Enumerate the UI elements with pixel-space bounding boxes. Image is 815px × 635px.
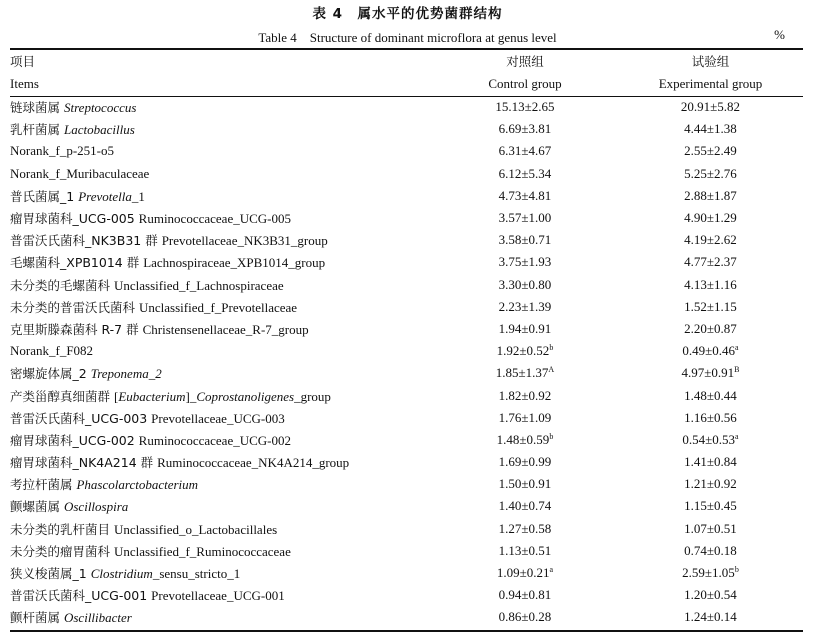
genus-name-cell bbox=[10, 118, 428, 140]
genus-name-cell bbox=[10, 96, 428, 118]
table-row bbox=[10, 340, 803, 362]
genus-name-cn: 瘤胃球菌科_UCG-005 bbox=[10, 211, 139, 227]
table-row bbox=[10, 163, 803, 185]
table-row bbox=[10, 274, 803, 296]
experimental-value-cell bbox=[618, 540, 803, 562]
table-row bbox=[10, 207, 803, 229]
value-text: 0.74±0.18 bbox=[684, 542, 737, 558]
value-text: 3.57±1.00 bbox=[498, 210, 552, 226]
genus-name-cell bbox=[10, 495, 428, 517]
genus-name-cell bbox=[10, 229, 428, 251]
experimental-value-cell bbox=[618, 495, 803, 517]
genus-name-cn: 考拉杆菌属 bbox=[10, 477, 77, 493]
value-text: 1.85±1.37 bbox=[495, 365, 549, 381]
genus-name-latin: Prevotellaceae_UCG-003 bbox=[151, 410, 285, 426]
genus-name-cn: 乳杆菌属 bbox=[10, 122, 64, 138]
value-text: 1.20±0.54 bbox=[684, 587, 737, 603]
control-value-cell bbox=[428, 274, 618, 296]
value-text: 2.59±1.05 bbox=[682, 565, 735, 581]
experimental-value-cell bbox=[618, 362, 803, 384]
control-value-cell bbox=[428, 540, 618, 562]
genus-name-latin: ]_ bbox=[185, 388, 197, 404]
value-text: 3.30±0.80 bbox=[498, 276, 552, 292]
value-text: 2.55±2.49 bbox=[684, 143, 737, 159]
table-row bbox=[10, 384, 803, 406]
genus-name-cell bbox=[10, 562, 428, 584]
experimental-value-cell bbox=[618, 340, 803, 362]
genus-name-cell bbox=[10, 540, 428, 562]
genus-name-cell bbox=[10, 606, 428, 628]
value-text: 6.69±3.81 bbox=[498, 121, 552, 137]
control-value-cell bbox=[428, 296, 618, 318]
value-text: 4.13±1.16 bbox=[684, 276, 737, 292]
genus-name-cell bbox=[10, 296, 428, 318]
control-value-cell bbox=[428, 562, 618, 584]
experimental-value-cell bbox=[618, 163, 803, 185]
table-row bbox=[10, 451, 803, 473]
experimental-value-cell bbox=[618, 118, 803, 140]
control-value-cell bbox=[428, 407, 618, 429]
header-row-en bbox=[10, 73, 803, 97]
value-text: 1.94±0.91 bbox=[498, 320, 552, 336]
value-text: 1.13±0.51 bbox=[498, 542, 552, 558]
genus-name-cn: 普雷沃氏菌科_NK3B31 群 bbox=[10, 233, 162, 249]
genus-name-italic: Streptococcus bbox=[63, 100, 137, 116]
value-text: 4.44±1.38 bbox=[684, 121, 737, 137]
genus-name-latin: Norank_f_Muribaculaceae bbox=[10, 165, 150, 181]
table-row bbox=[10, 518, 803, 540]
value-text: 0.94±0.81 bbox=[498, 587, 552, 603]
table-row bbox=[10, 407, 803, 429]
experimental-value-cell bbox=[618, 518, 803, 540]
genus-name-suffix: _1 bbox=[131, 188, 145, 204]
genus-name-latin: Unclassified_o_Lactobacillales bbox=[113, 521, 278, 537]
genus-name-cell bbox=[10, 163, 428, 185]
value-text: 1.09±0.21 bbox=[496, 565, 550, 581]
value-text: 1.92±0.52 bbox=[496, 343, 550, 359]
genus-name-cell bbox=[10, 584, 428, 606]
genus-name-cell bbox=[10, 384, 428, 406]
significance-superscript: A bbox=[548, 365, 555, 375]
header-experimental-en: Experimental group bbox=[658, 76, 763, 92]
genus-name-latin: [ bbox=[113, 388, 119, 404]
control-value-cell bbox=[428, 185, 618, 207]
genus-name-cell bbox=[10, 407, 428, 429]
experimental-value-cell bbox=[618, 606, 803, 628]
header-items-en: Items bbox=[10, 76, 39, 92]
genus-name-cn: 克里斯滕森菌科 R-7 群 bbox=[10, 321, 143, 337]
experimental-value-cell bbox=[618, 207, 803, 229]
genus-name-italic: Treponema_2 bbox=[90, 366, 162, 382]
genus-name-cell bbox=[10, 518, 428, 540]
significance-superscript: b bbox=[549, 343, 554, 353]
control-value-cell bbox=[428, 473, 618, 495]
value-text: 15.13±2.65 bbox=[495, 99, 555, 115]
experimental-value-cell bbox=[618, 407, 803, 429]
significance-superscript: b bbox=[734, 565, 739, 575]
control-value-cell bbox=[428, 229, 618, 251]
control-value-cell bbox=[428, 163, 618, 185]
header-items-cn: 项目 bbox=[10, 53, 36, 69]
header-experimental-cn: 试验组 bbox=[691, 53, 730, 69]
significance-superscript: a bbox=[735, 431, 739, 441]
genus-name-latin: Norank_f_p-251-o5 bbox=[10, 143, 114, 159]
genus-name-latin: Unclassified_f_Lachnospiraceae bbox=[113, 277, 284, 293]
value-text: 1.48±0.44 bbox=[684, 387, 737, 403]
genus-name-cell bbox=[10, 429, 428, 451]
value-text: 1.27±0.58 bbox=[498, 520, 552, 536]
genus-name-latin: Christensenellaceae_R-7_group bbox=[142, 321, 309, 337]
control-value-cell bbox=[428, 429, 618, 451]
header-control-en: Control group bbox=[488, 76, 562, 92]
table-body bbox=[10, 96, 803, 629]
genus-name-latin: Unclassified_f_Ruminococcaceae bbox=[113, 543, 291, 559]
genus-name-cell bbox=[10, 451, 428, 473]
header-row-cn bbox=[10, 49, 803, 73]
genus-name-cell bbox=[10, 473, 428, 495]
table-row bbox=[10, 118, 803, 140]
value-text: 3.75±1.93 bbox=[498, 254, 552, 270]
value-text: 2.23±1.39 bbox=[498, 298, 552, 314]
genus-name-cn: 瘤胃球菌科_NK4A214 群 bbox=[10, 455, 158, 471]
experimental-value-cell bbox=[618, 274, 803, 296]
experimental-value-cell bbox=[618, 473, 803, 495]
genus-name-cn: 未分类的毛螺菌科 bbox=[10, 277, 114, 293]
table-row bbox=[10, 229, 803, 251]
genus-name-cn: 颤杆菌属 bbox=[10, 610, 64, 626]
genus-name-cn: 瘤胃球菌科_UCG-002 bbox=[10, 432, 139, 448]
value-text: 1.24±0.14 bbox=[684, 609, 737, 625]
value-text: 1.82±0.92 bbox=[498, 387, 552, 403]
genus-structure-table bbox=[10, 49, 803, 629]
genus-name-suffix: _group bbox=[294, 388, 331, 404]
genus-name-latin: Unclassified_f_Prevotellaceae bbox=[138, 299, 298, 315]
table-header bbox=[10, 49, 803, 96]
value-text: 4.97±0.91 bbox=[681, 365, 735, 381]
value-text: 5.25±2.76 bbox=[684, 165, 737, 181]
table-row bbox=[10, 495, 803, 517]
value-text: 6.12±5.34 bbox=[498, 165, 552, 181]
experimental-value-cell bbox=[618, 429, 803, 451]
value-text: 1.52±1.15 bbox=[684, 298, 737, 314]
genus-name-italic: Prevotella bbox=[78, 188, 132, 204]
table-row bbox=[10, 251, 803, 273]
control-value-cell bbox=[428, 318, 618, 340]
table-row bbox=[10, 140, 803, 162]
genus-name-latin: Lachnospiraceae_XPB1014_group bbox=[143, 255, 326, 271]
significance-superscript: a bbox=[549, 565, 554, 575]
control-value-cell bbox=[428, 495, 618, 517]
value-text: 6.31±4.67 bbox=[498, 143, 552, 159]
genus-name-italic: Phascolarctobacterium bbox=[76, 477, 199, 493]
value-text: 1.50±0.91 bbox=[498, 476, 552, 492]
experimental-value-cell bbox=[618, 384, 803, 406]
genus-name-cn: 产类甾醇真细菌群 bbox=[10, 388, 114, 404]
table-row bbox=[10, 606, 803, 628]
control-value-cell bbox=[428, 606, 618, 628]
value-text: 1.69±0.99 bbox=[498, 454, 552, 470]
genus-name-cn: 密螺旋体属_2 bbox=[10, 366, 91, 382]
genus-name-cn: 链球菌属 bbox=[10, 100, 64, 116]
table-row bbox=[10, 296, 803, 318]
value-text: 4.73±4.81 bbox=[498, 187, 552, 203]
genus-name-cell bbox=[10, 251, 428, 273]
genus-name-cn: 普氏菌属_1 bbox=[10, 188, 79, 204]
value-text: 1.15±0.45 bbox=[684, 498, 737, 514]
genus-name-cn: 未分类的乳杆菌目 bbox=[10, 521, 114, 537]
control-value-cell bbox=[428, 584, 618, 606]
value-text: 0.49±0.46 bbox=[682, 343, 736, 359]
genus-name-cn: 毛螺菌科_XPB1014 群 bbox=[10, 255, 144, 271]
genus-name-cell bbox=[10, 362, 428, 384]
genus-name-cell bbox=[10, 340, 428, 362]
control-value-cell bbox=[428, 518, 618, 540]
table-row bbox=[10, 318, 803, 340]
genus-name-italic: Coprostanoligenes bbox=[196, 388, 295, 404]
value-text: 4.77±2.37 bbox=[684, 254, 737, 270]
control-value-cell bbox=[428, 251, 618, 273]
value-text: 1.21±0.92 bbox=[684, 476, 737, 492]
table-row bbox=[10, 429, 803, 451]
value-text: 1.48±0.59 bbox=[496, 431, 550, 447]
control-value-cell bbox=[428, 96, 618, 118]
value-text: 4.19±2.62 bbox=[684, 232, 737, 248]
table-row bbox=[10, 562, 803, 584]
genus-name-italic: Oscillospira bbox=[63, 499, 129, 515]
control-value-cell bbox=[428, 384, 618, 406]
experimental-value-cell bbox=[618, 96, 803, 118]
control-value-cell bbox=[428, 207, 618, 229]
genus-name-italic: Oscillibacter bbox=[63, 610, 132, 626]
experimental-value-cell bbox=[618, 140, 803, 162]
genus-name-latin: Prevotellaceae_NK3B31_group bbox=[161, 233, 328, 249]
genus-name-cell bbox=[10, 274, 428, 296]
value-text: 0.54±0.53 bbox=[682, 431, 736, 447]
genus-name-latin: Ruminococcaceae_NK4A214_group bbox=[157, 455, 350, 471]
genus-name-cell bbox=[10, 207, 428, 229]
table-row bbox=[10, 96, 803, 118]
unit-label: % bbox=[774, 27, 785, 42]
genus-name-cn: 普雷沃氏菌科_UCG-001 bbox=[10, 588, 152, 604]
genus-name-cn: 颤螺菌属 bbox=[10, 499, 64, 515]
genus-name-latin: Ruminococcaceae_UCG-002 bbox=[138, 432, 291, 448]
experimental-value-cell bbox=[618, 451, 803, 473]
value-text: 1.40±0.74 bbox=[498, 498, 552, 514]
significance-superscript: a bbox=[735, 343, 739, 353]
table-row bbox=[10, 473, 803, 495]
value-text: 1.07±0.51 bbox=[684, 520, 737, 536]
genus-name-cn: 未分类的普雷沃氏菌科 bbox=[10, 299, 139, 315]
genus-name-latin: Ruminococcaceae_UCG-005 bbox=[138, 211, 291, 227]
control-value-cell bbox=[428, 118, 618, 140]
table-row bbox=[10, 584, 803, 606]
table-title-en: Table 4 Structure of dominant microflora at genus level bbox=[258, 30, 557, 45]
genus-name-italic: Eubacterium bbox=[118, 388, 186, 404]
experimental-value-cell bbox=[618, 185, 803, 207]
control-value-cell bbox=[428, 451, 618, 473]
control-value-cell bbox=[428, 362, 618, 384]
genus-name-cell bbox=[10, 140, 428, 162]
experimental-value-cell bbox=[618, 584, 803, 606]
genus-name-italic: Lactobacillus bbox=[63, 122, 135, 138]
table-row bbox=[10, 362, 803, 384]
table-bottom-rule bbox=[10, 630, 803, 632]
genus-name-cn: 未分类的瘤胃菌科 bbox=[10, 543, 114, 559]
genus-name-latin: Norank_f_F082 bbox=[10, 343, 94, 359]
value-text: 20.91±5.82 bbox=[680, 99, 741, 115]
table-row bbox=[10, 185, 803, 207]
value-text: 1.76±1.09 bbox=[498, 409, 552, 425]
genus-name-latin: Prevotellaceae_UCG-001 bbox=[151, 588, 285, 604]
experimental-value-cell bbox=[618, 562, 803, 584]
header-control-cn: 对照组 bbox=[506, 53, 544, 69]
control-value-cell bbox=[428, 140, 618, 162]
significance-superscript: B bbox=[734, 365, 740, 375]
table-row bbox=[10, 540, 803, 562]
experimental-value-cell bbox=[618, 318, 803, 340]
significance-superscript: b bbox=[549, 431, 554, 441]
control-value-cell bbox=[428, 340, 618, 362]
genus-name-cn: 普雷沃氏菌科_UCG-003 bbox=[10, 410, 152, 426]
experimental-value-cell bbox=[618, 229, 803, 251]
genus-name-cn: 狭义梭菌属_1 bbox=[10, 566, 91, 582]
value-text: 1.16±0.56 bbox=[684, 409, 737, 425]
genus-name-italic: Clostridium bbox=[90, 566, 153, 582]
experimental-value-cell bbox=[618, 251, 803, 273]
genus-name-cell bbox=[10, 185, 428, 207]
value-text: 1.41±0.84 bbox=[684, 454, 737, 470]
value-text: 3.58±0.71 bbox=[498, 232, 552, 248]
value-text: 2.20±0.87 bbox=[684, 320, 737, 336]
value-text: 2.88±1.87 bbox=[684, 187, 737, 203]
value-text: 0.86±0.28 bbox=[498, 609, 552, 625]
genus-name-suffix: _sensu_stricto_1 bbox=[152, 566, 241, 582]
table-title-cn: 表 4 属水平的优势菌群结构 bbox=[312, 6, 503, 22]
value-text: 4.90±1.29 bbox=[684, 210, 737, 226]
experimental-value-cell bbox=[618, 296, 803, 318]
genus-name-cell bbox=[10, 318, 428, 340]
